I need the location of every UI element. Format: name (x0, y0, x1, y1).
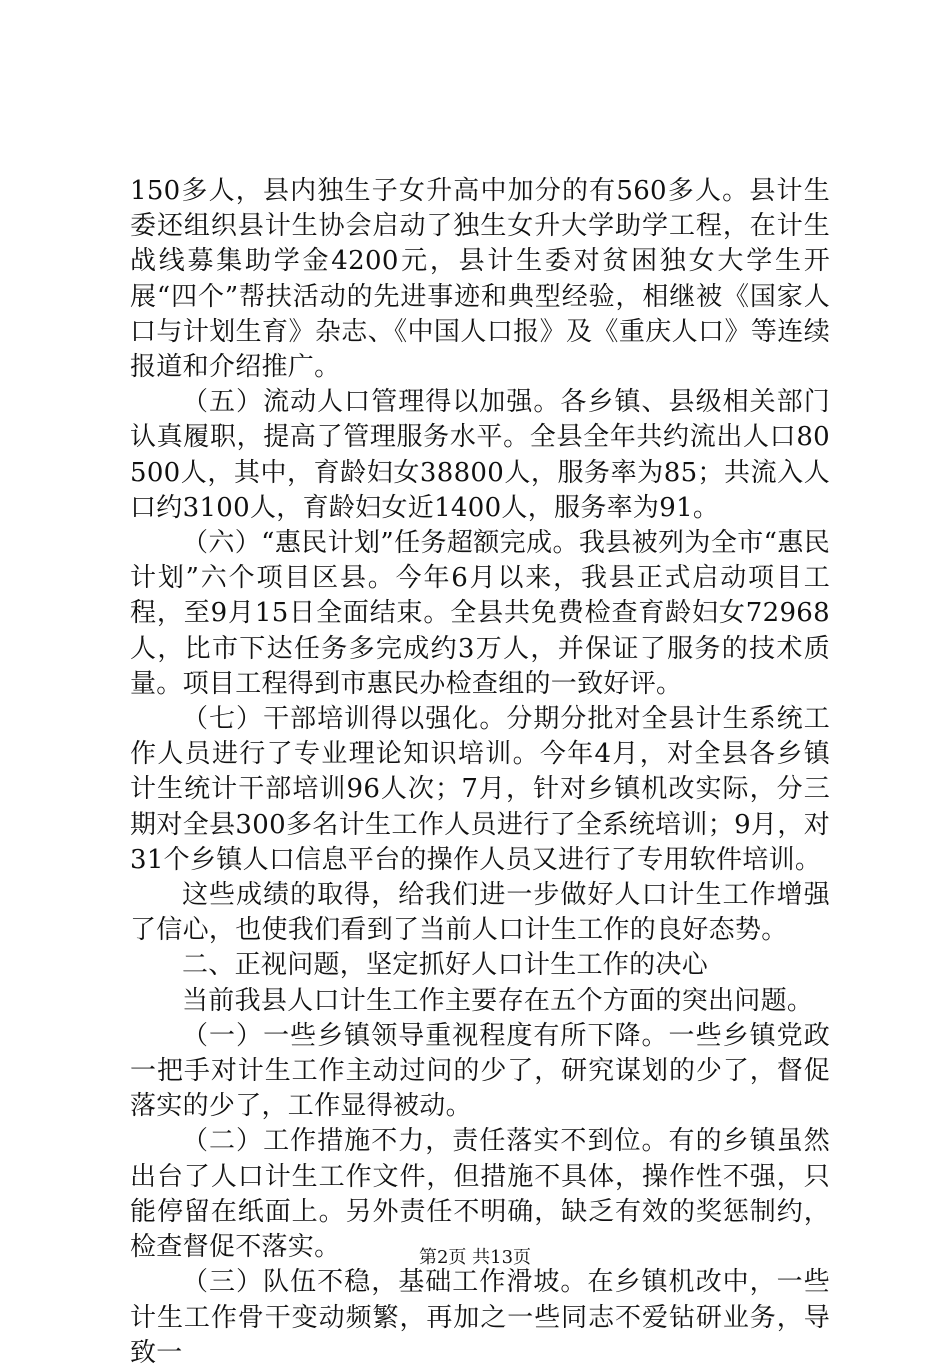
paragraph-cadre-training: （七）干部培训得以强化。分期分批对全县计生系统工作人员进行了专业理论知识培训。今年4月，对全县各乡镇计生统计干部培训96人次；7月，针对乡镇机改实际，分三期对全县300多名计生工作人员进行了全系统培训；9月，对31个乡镇人口信息平台的操作人员又进行了专用软件培训。 (130, 704, 830, 875)
section-heading-problems: 二、正视问题，坚定抓好人口计生工作的决心 (182, 950, 709, 981)
paragraph-floating-population: （五）流动人口管理得以加强。各乡镇、县级相关部门认真履职，提高了管理服务水平。全县全年共约流出人口80500人，其中，育龄妇女38800人，服务率为85；共流入人口约3100人，育龄妇女近1400人，服务率为91。 (130, 387, 830, 523)
paragraph-problem-3: （三）队伍不稳，基础工作滑坡。在乡镇机改中，一些计生工作骨干变动频繁，再加之一些同志不爱钻研业务，导致一 (130, 1267, 830, 1368)
paragraph-problems-intro: 当前我县人口计生工作主要存在五个方面的突出问题。 (182, 985, 814, 1016)
paragraph-continuation: 150多人，县内独生子女升高中加分的有560多人。县计生委还组织县计生协会启动了独生女升大学助学工程，在计生战线募集助学金4200元，县计生委对贫困独女大学生开展“四个”帮扶活动的先进事迹和典型经验，相继被《国家人口与计划生育》杂志、《中国人口报》及《重庆人口》等连续报道和介绍推广。 (130, 176, 830, 383)
paragraph-problem-1: （一）一些乡镇领导重视程度有所下降。一些乡镇党政一把手对计生工作主动过问的少了，研究谋划的少了，督促落实的少了，工作显得被动。 (130, 1020, 830, 1122)
paragraph-huimin-plan: （六）“惠民计划”任务超额完成。我县被列为全市“惠民计划”六个项目区县。今年6月以来，我县正式启动项目工程，至9月15日全面结束。全县共免费检查育龄妇女72968人，比市下达任务多完成约3万人，并保证了服务的技术质量。项目工程得到市惠民办检查组的一致好评。 (130, 528, 830, 699)
paragraph-achievements-summary: 这些成绩的取得，给我们进一步做好人口计生工作增强了信心，也使我们看到了当前人口计生工作的良好态势。 (130, 880, 830, 946)
page-footer: 第2页 共13页 (418, 1247, 532, 1268)
document-body (130, 174, 830, 1371)
paragraph-problem-2: （二）工作措施不力，责任落实不到位。有的乡镇虽然出台了人口计生工作文件，但措施不具体，操作性不强，只能停留在纸面上。另外责任不明确，缺乏有效的奖惩制约，检查督促不落实。 (130, 1126, 830, 1263)
